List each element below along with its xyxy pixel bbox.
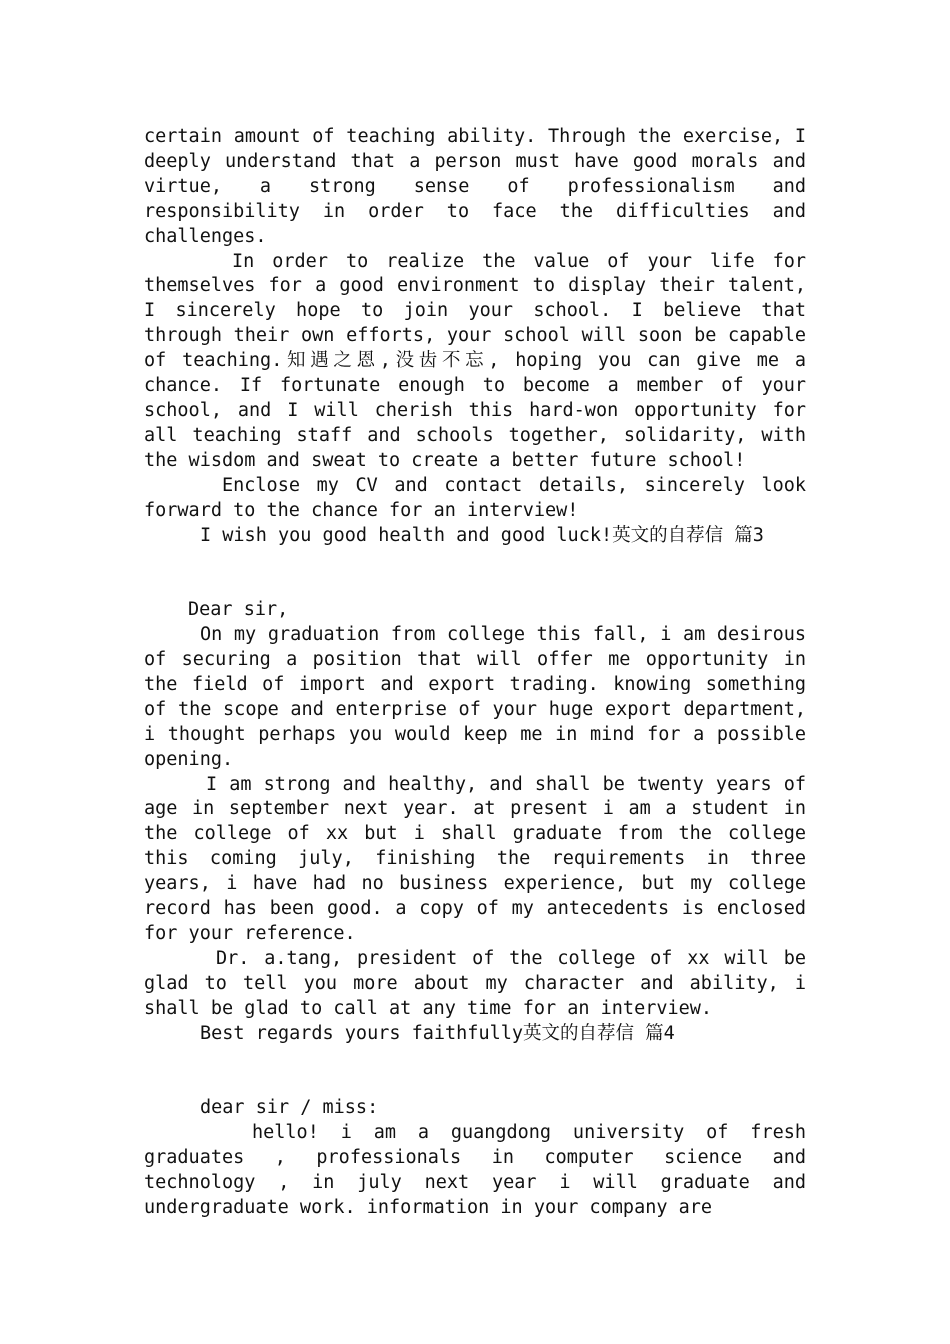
spacer <box>144 548 806 598</box>
letter3-paragraph-2: I am strong and healthy, and shall be twenty years of age in september next year. at present i am a student in the college of xx but i shall graduate from the college this coming july, finishing the requirements in three years, i have had no business experience, but my college record has been good. a copy of my antecedents is enclosed for your reference. <box>144 773 806 944</box>
letter3-closing: Best regards yours faithfully英文的自荐信 篇4 <box>200 1022 675 1044</box>
letter4-salutation: dear sir / miss: <box>200 1097 379 1119</box>
spacer <box>144 1047 806 1097</box>
letter2-paragraph-2: In order to realize the value of your life for themselves for a good environment to display their talent, I sincerely hope to join your school. I believe that through their own efforts, your school will soon be capable of teaching.知遇之恩,没齿不忘, hoping you can give me a chance. If fortunate enough to become a member of your school, and I will cherish this hard-won opportunity for all teaching staff and schools together, solidarity, with the wisdom and sweat to create a better future school! <box>144 250 806 471</box>
letter2-paragraph-3: Enclose my CV and contact details, sincerely look forward to the chance for an interview! <box>144 474 806 521</box>
letter2-paragraph-1: certain amount of teaching ability. Through the exercise, I deeply understand that a person must have good morals and virtue, a strong sense of professionalism and responsibility in order to face the difficulties and challenges. <box>144 126 806 247</box>
letter4-paragraph-1: hello! i am a guangdong university of fresh graduates , professionals in computer science and technology , in july next year i will graduate and undergraduate work. information in your company are <box>144 1122 806 1218</box>
letter2-closing: I wish you good health and good luck!英文的自荐信 篇3 <box>200 524 764 546</box>
letter3-paragraph-1: On my graduation from college this fall, i am desirous of securing a position that will offer me opportunity in the field of import and export trading. knowing something of the scope and enterprise of your huge export department, i thought perhaps you would keep me in mind for a possible opening. <box>144 624 806 770</box>
letter3-salutation: Dear sir, <box>188 599 289 621</box>
document-page <box>144 125 806 1221</box>
letter3-paragraph-3: Dr. a.tang, president of the college of xx will be glad to tell you more about my character and ability, i shall be glad to call at any time for an interview. <box>144 947 806 1019</box>
